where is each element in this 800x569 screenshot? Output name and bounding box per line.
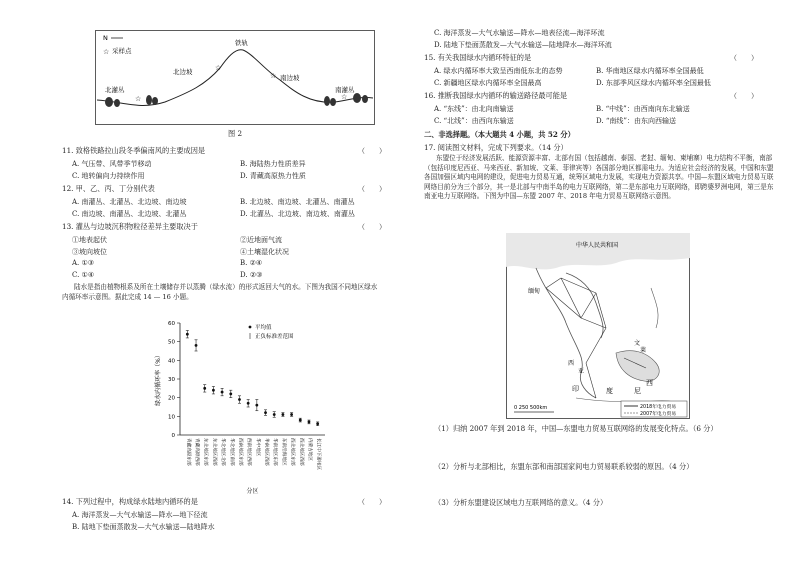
data-point bbox=[212, 389, 215, 392]
q14-option-a: A. 海洋蒸发—大气水输送—降水—地下径流 bbox=[72, 511, 208, 519]
data-point bbox=[316, 422, 319, 425]
q16-answer-paren: （ ） bbox=[730, 92, 758, 100]
data-point bbox=[282, 413, 285, 416]
q11-option-c: C. 地转偏向力持续作用 bbox=[72, 172, 145, 180]
data-point bbox=[221, 391, 224, 394]
legend-dot bbox=[249, 326, 252, 329]
brunei-label-2: 莱 bbox=[640, 347, 647, 354]
scale-bar-label: 0 250 500km bbox=[514, 405, 548, 411]
section-2-heading: 二、非选择题。（本大题共 4 小题，共 52 分） bbox=[424, 130, 575, 139]
x-tick-label: 西北地区西部 bbox=[298, 438, 304, 466]
asean-power-map bbox=[506, 233, 690, 419]
data-point bbox=[195, 344, 198, 347]
q13-option-a: A. ①③ bbox=[72, 259, 95, 267]
indonesia-label-1: 印 bbox=[572, 385, 579, 393]
data-point bbox=[203, 387, 206, 390]
q11-answer-paren: （ ） bbox=[358, 147, 386, 155]
indonesia-label-4: 西 bbox=[646, 379, 653, 387]
q16-option-c: C. “北线”：由西向东输送 bbox=[434, 117, 514, 125]
green-water-chart bbox=[150, 315, 330, 495]
q12-option-d: D. 北灌丛、北边坡、南边坡、南灌丛 bbox=[240, 210, 355, 218]
q13-option-d: D. ②③ bbox=[240, 271, 263, 279]
passage-14-16: 陆水是指由植物根系及所在土壤储存并以蒸腾（绿水流）的形式返回大气的水。下图为我国不同地区绿水内循环率示意图。据此完成 14 — 16 小题。 bbox=[62, 283, 378, 301]
y-tick-label: 10 bbox=[168, 414, 175, 421]
x-tick-label: 长江中下游地区 bbox=[315, 438, 321, 471]
y-tick-label: 60 bbox=[168, 321, 175, 327]
x-tick-label: 西南地区东部 bbox=[237, 438, 243, 466]
y-tick-label: 0 bbox=[171, 433, 175, 439]
q17-sub1: （1）归纳 2007 年到 2018 年，中国—东盟电力贸易互联网络的发展变化特点。（6 分） bbox=[434, 424, 718, 433]
x-axis-label: 分区 bbox=[246, 488, 259, 495]
x-tick-label: 东南沿海地区 bbox=[280, 438, 286, 466]
q17-material: 东盟位于经济发展活跃、能源资源丰富、北部有国（包括越南、泰国、老挝、缅甸、柬埔寨）电力结构不平衡，南部（包括印度尼西亚、马来西亚、新加坡、文莱、菲律宾等）各国部分地区都需电力。为适应社会经济的发展，中国和东盟各国加强区域内电网的建设，促进电力贸易互通，统筹区域电力发展，实现电力资源共享。中国—东盟区域电力贸易互联网络目前分为三个部分，其一是北部与中南半岛的电力互联网络，第二是东部电力互联网络，即跨婆罗洲电网，第三是东南亚电力互联网络。下图为中国—东盟 2007 年、2018 年电力贸易互联网络示意图。 bbox=[424, 154, 774, 201]
x-tick-label: 华南地区东部 bbox=[272, 438, 278, 466]
star-icon: ☆ bbox=[270, 72, 277, 80]
legend-sd: 正负标准差范围 bbox=[255, 334, 294, 340]
x-tick-label: 华南地区西部 bbox=[263, 438, 269, 466]
data-point bbox=[229, 393, 232, 396]
q14-answer-paren: （ ） bbox=[358, 498, 386, 506]
q13-item-3: ③坡向坡位 bbox=[72, 248, 107, 256]
y-tick-label: 20 bbox=[168, 395, 175, 402]
malaysia-label-2: 西 bbox=[568, 360, 575, 367]
q15-option-b: B. 华南地区绿水内循环率全国最低 bbox=[596, 67, 704, 75]
q13-option-b: B. ②④ bbox=[240, 259, 263, 267]
q14-option-c: C. 海洋蒸发—大气水输送—降水—地表径流—海洋环流 bbox=[434, 29, 605, 37]
q11-option-d: D. 青藏高原热力性质 bbox=[240, 172, 306, 180]
x-tick-label: 华北地区南部 bbox=[228, 438, 234, 466]
data-point bbox=[273, 413, 276, 416]
q14-option-d: D. 陆地下垫面蒸散发—大气水输送—陆地降水—海洋环流 bbox=[434, 41, 612, 49]
brunei-label-1: 文 bbox=[634, 340, 641, 347]
q11-option-a: A. 气压带、风带季节移动 bbox=[72, 160, 152, 168]
indonesia-label-2: 度 bbox=[606, 387, 613, 395]
china-label: 中华人民共和国 bbox=[576, 242, 619, 249]
figure-2-profile bbox=[95, 30, 375, 125]
q17-stem: 17. 阅读图文材料，完成下列要求。（14 分） bbox=[424, 143, 568, 152]
data-point bbox=[255, 404, 258, 407]
x-tick-label: 华北地区北部 bbox=[220, 438, 226, 466]
malaysia-label-1: 亚 bbox=[578, 368, 585, 375]
x-tick-label: 东北地区西部 bbox=[211, 438, 217, 466]
q11-stem: 11. 致格铁路拉山段冬季偏南风的主要成因是 bbox=[62, 146, 206, 155]
x-tick-label: 西南地区西部 bbox=[246, 438, 252, 466]
q17-sub2: （2）分析与北部相比，东盟东部和南部国家间电力贸易联系较弱的原因。（4 分） bbox=[434, 462, 694, 471]
data-point bbox=[238, 398, 241, 401]
q13-item-4: ④土壤湿化状况 bbox=[240, 248, 289, 256]
q15-answer-paren: （ ） bbox=[730, 54, 758, 62]
q12-stem: 12. 甲、乙、丙、丁分别代表 bbox=[62, 184, 155, 193]
q17-sub3: （3）分析东盟建设区域电力互联网络的意义。（4 分） bbox=[434, 498, 608, 507]
q14-stem: 14. 下列过程中，构成绿水陆地内循环的是 bbox=[62, 497, 198, 506]
x-tick-label: 西北地区东部 bbox=[289, 438, 295, 466]
q13-stem: 13. 灌丛与边坡沉积物粒径差异主要取决于 bbox=[62, 222, 198, 231]
star-icon: ☆ bbox=[135, 95, 142, 103]
indonesia-label-3: 尼 bbox=[634, 387, 641, 395]
star-icon: ☆ bbox=[341, 93, 348, 101]
x-tick-label: 青藏高原西部 bbox=[194, 438, 200, 466]
data-point bbox=[186, 333, 189, 336]
legend-label: 采样点 bbox=[112, 47, 132, 55]
legend-mean: 平均值 bbox=[255, 325, 272, 331]
south-shrub-label: 南灌丛 bbox=[335, 86, 355, 94]
x-tick-label: 青藏高原东部 bbox=[185, 438, 191, 466]
q12-answer-paren: （ ） bbox=[358, 185, 386, 193]
q16-option-b: B. “中线”：由西南向东北输送 bbox=[596, 105, 690, 113]
north-slope-label: 北边坡 bbox=[173, 68, 193, 76]
q15-option-d: D. 东部季风区绿水内循环率全国最低 bbox=[596, 79, 711, 87]
x-tick-label: 华中地区 bbox=[254, 438, 260, 457]
q15-option-c: C. 新疆地区绿水内循环率全国最高 bbox=[434, 79, 542, 87]
x-tick-label: 东北地区东部 bbox=[202, 438, 208, 466]
legend-2018: 2018年电力贸易 bbox=[640, 405, 677, 410]
y-axis-label: 绿水内循环率（%） bbox=[155, 352, 162, 406]
data-point bbox=[247, 402, 250, 405]
x-tick-label: 内蒙古地区 bbox=[306, 438, 312, 461]
data-point bbox=[264, 411, 267, 414]
star-icon: ☆ bbox=[103, 48, 110, 56]
q13-answer-paren: （ ） bbox=[358, 223, 386, 231]
q13-item-2: ②近地面气流 bbox=[240, 236, 282, 244]
y-tick-label: 40 bbox=[168, 358, 175, 365]
data-point bbox=[308, 421, 311, 424]
q14-option-b: B. 陆地下垫面蒸散发—大气水输送—陆地降水 bbox=[72, 523, 215, 531]
data-point bbox=[299, 419, 302, 422]
q13-item-1: ①地表起伏 bbox=[72, 236, 107, 244]
q16-stem: 16. 推断我国绿水内循环的输送路径最可能是 bbox=[424, 91, 568, 100]
data-point bbox=[290, 413, 293, 416]
south-slope-label: 南边坡 bbox=[280, 74, 300, 82]
q16-option-d: D. “南线”：由东向西输送 bbox=[596, 117, 676, 125]
q12-option-a: A. 南灌丛、北灌丛、北边坡、南边坡 bbox=[72, 198, 187, 206]
star-icon: ☆ bbox=[215, 64, 222, 72]
q13-option-c: C. ①④ bbox=[72, 271, 95, 279]
north-label: N bbox=[103, 34, 108, 42]
y-tick-label: 50 bbox=[168, 339, 175, 346]
q12-option-b: B. 北边坡、南边坡、北灌丛、南灌丛 bbox=[240, 198, 355, 206]
y-tick-label: 30 bbox=[168, 377, 175, 383]
q12-option-c: C. 南边坡、南灌丛、北边坡、北灌丛 bbox=[72, 210, 187, 218]
q15-option-a: A. 绿水内循环率大致呈西南低东北的态势 bbox=[434, 67, 563, 75]
q11-option-b: B. 海陆热力性质差异 bbox=[240, 160, 306, 168]
q16-option-a: A. “东线”：由北向南输送 bbox=[434, 105, 514, 113]
legend-2007: 2007年电力贸易 bbox=[640, 412, 677, 417]
peak-label: 铁轨 bbox=[235, 39, 248, 47]
myanmar-label: 缅甸 bbox=[528, 288, 541, 295]
figure-caption: 图 2 bbox=[228, 129, 243, 138]
north-shrub-label: 北灌丛 bbox=[105, 86, 125, 94]
q15-stem: 15. 有关我国绿水内循环特征的是 bbox=[424, 53, 532, 62]
